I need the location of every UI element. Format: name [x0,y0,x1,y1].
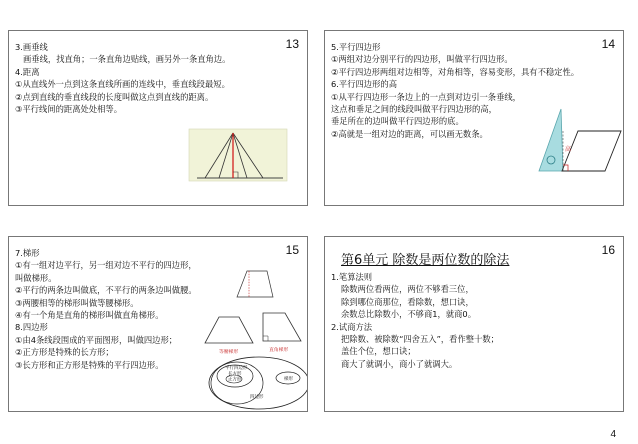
heading-parallelogram: 5.平行四边形 [331,42,381,52]
text-line: ①从直线外一点到这条直线所画的连线中，垂直线段最短。 [15,79,230,90]
slide-text [331,271,593,370]
text-line: 这点和垂足之间的线段叫做平行四边形的高， [331,104,497,115]
text-line: 余数总比除数小，不够商1，就商0。 [341,309,477,320]
heading-height: 6.平行四边形的高 [331,79,397,90]
text-line: ②正方形是特殊的长方形； [15,347,114,358]
slide-14 [324,30,624,206]
height-label: 高 [565,146,572,153]
parallelogram-height-figure [325,31,624,206]
text-line: ②平行的两条边叫做底，不平行的两条边叫做腰。 [15,285,197,296]
right-trapezoid-label: 直角梯形 [269,348,289,353]
text-line: 商大了就调小，商小了就调大。 [341,358,458,369]
perpendicular-distance-figure [9,31,308,206]
text-line: ②平行四边形两组对边相等，对角相等，容易变形，具有不稳定性。 [331,66,580,77]
text-line: ①从平行四边形一条边上的一点到对边引一条垂线， [331,91,521,102]
slide-number: 15 [285,243,299,257]
trapezoid-set-label: 梯形 [284,377,293,382]
text-line: 除到哪位商那位，看除数，想口诀， [341,296,474,307]
slide-number: 16 [601,243,615,257]
slide-16 [324,236,624,412]
text-line: 垂足所在的边叫做平行四边形的底。 [331,116,464,127]
heading-trial-quotient: 2.试商方法 [331,321,373,332]
text-line: 画垂线，找直角；一条直角边贴线，画另外一条直角边。 [23,54,231,65]
text-line: ③平行线间的距离处处相等。 [15,104,123,115]
slide-15 [8,236,308,412]
rectangle-label: 长方形 [228,372,242,377]
text-line: 把除数、被除数“四舍五入”，看作整十数； [341,334,499,345]
text-line: ④有一个角是直角的梯形叫做直角梯形。 [15,310,164,321]
slide-number: 14 [601,37,615,51]
heading-quadrilateral: 8.四边形 [15,322,48,333]
text-line: ③长方形和正方形是特殊的平行四边形。 [15,359,164,370]
text-line: 盖住个位，想口诀； [341,346,416,357]
page-number: 4 [610,429,616,440]
text-line: ①由4条线段围成的平面图形，叫做四边形； [15,334,178,345]
text-line: ①有一组对边平行，另一组对边不平行的四边形， [15,260,197,271]
heading-perpendicular: 3.画垂线 [15,42,48,52]
text-line: ②高就是一组对边的距离，可以画无数条。 [331,128,488,139]
unit-title: 第6单元 除数是两位数的除法 [341,253,510,268]
text-line: 除数两位看两位，两位不够看三位， [341,284,474,295]
trapezoid-figures [9,237,308,412]
text-line: ②点到直线的垂直线段的长度叫做这点到直线的距离。 [15,91,214,102]
square-label: 正方形 [228,377,242,383]
heading-distance: 4.距离 [15,66,40,77]
text-line: ①两组对边分别平行的四边形，叫做平行四边形。 [331,54,513,65]
quadrilateral-set-label: 四边形 [250,395,264,400]
heading-trapezoid: 7.梯形 [15,248,40,258]
heading-written-method: 1.笔算法则 [331,272,373,282]
parallelogram-label: 平行四边形 [225,366,248,371]
slide-13 [8,30,308,206]
isosceles-trapezoid-label: 等腰梯形 [219,350,239,355]
text-line: ③两腰相等的梯形叫做等腰梯形。 [15,297,139,308]
slide-number: 13 [285,37,299,51]
text-line: 叫做梯形。 [15,272,57,283]
